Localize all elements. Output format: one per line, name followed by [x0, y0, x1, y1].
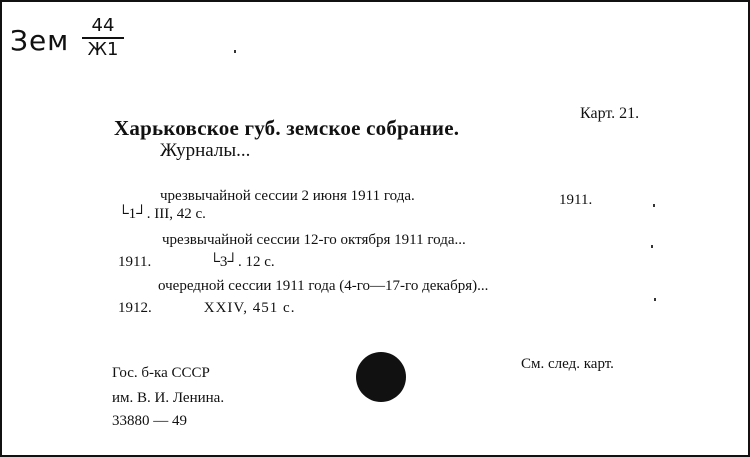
speck-mark	[234, 50, 236, 53]
handwritten-shelf-mark: Зем	[10, 24, 70, 57]
entry-2-line-2	[118, 254, 275, 271]
entry-1-year: 1911.	[559, 192, 593, 208]
card-number: Карт. 21.	[580, 105, 640, 122]
library-name-line-1: Гос. б-ка СССР	[112, 365, 210, 381]
entry-2-detail: └3┘. 12 с.	[209, 254, 275, 270]
entry-1-line-2: └1┘. III, 42 с.	[118, 206, 206, 222]
entry-3-line-1: очередной сессии 1911 года (4-го—17-го декабря)...	[158, 278, 489, 294]
punch-hole	[356, 352, 406, 402]
entry-3-year: 1912.	[118, 300, 152, 316]
entry-1-line-1: чрезвычайной сессии 2 июня 1911 года.	[160, 188, 415, 204]
speck-mark	[651, 245, 653, 248]
entry-3-line-2	[118, 300, 295, 317]
card-subtitle: Журналы...	[160, 140, 251, 161]
library-code: 33880 — 49	[112, 413, 187, 429]
speck-mark	[653, 204, 655, 207]
speck-mark	[654, 298, 656, 301]
entry-3-detail: XXIV, 451 с.	[203, 300, 296, 316]
entry-2-line-1: чрезвычайной сессии 12-го октября 1911 года...	[162, 232, 466, 248]
card-title: Харьковское губ. земское собрание.	[114, 116, 460, 140]
handwritten-fraction	[82, 16, 124, 60]
fraction-numerator: 44	[91, 15, 115, 36]
library-name-line-2: им. В. И. Ленина.	[112, 390, 225, 406]
see-next-card: См. след. карт.	[521, 356, 614, 372]
fraction-denominator: Ж1	[87, 39, 119, 60]
entry-2-year: 1911.	[118, 254, 152, 270]
